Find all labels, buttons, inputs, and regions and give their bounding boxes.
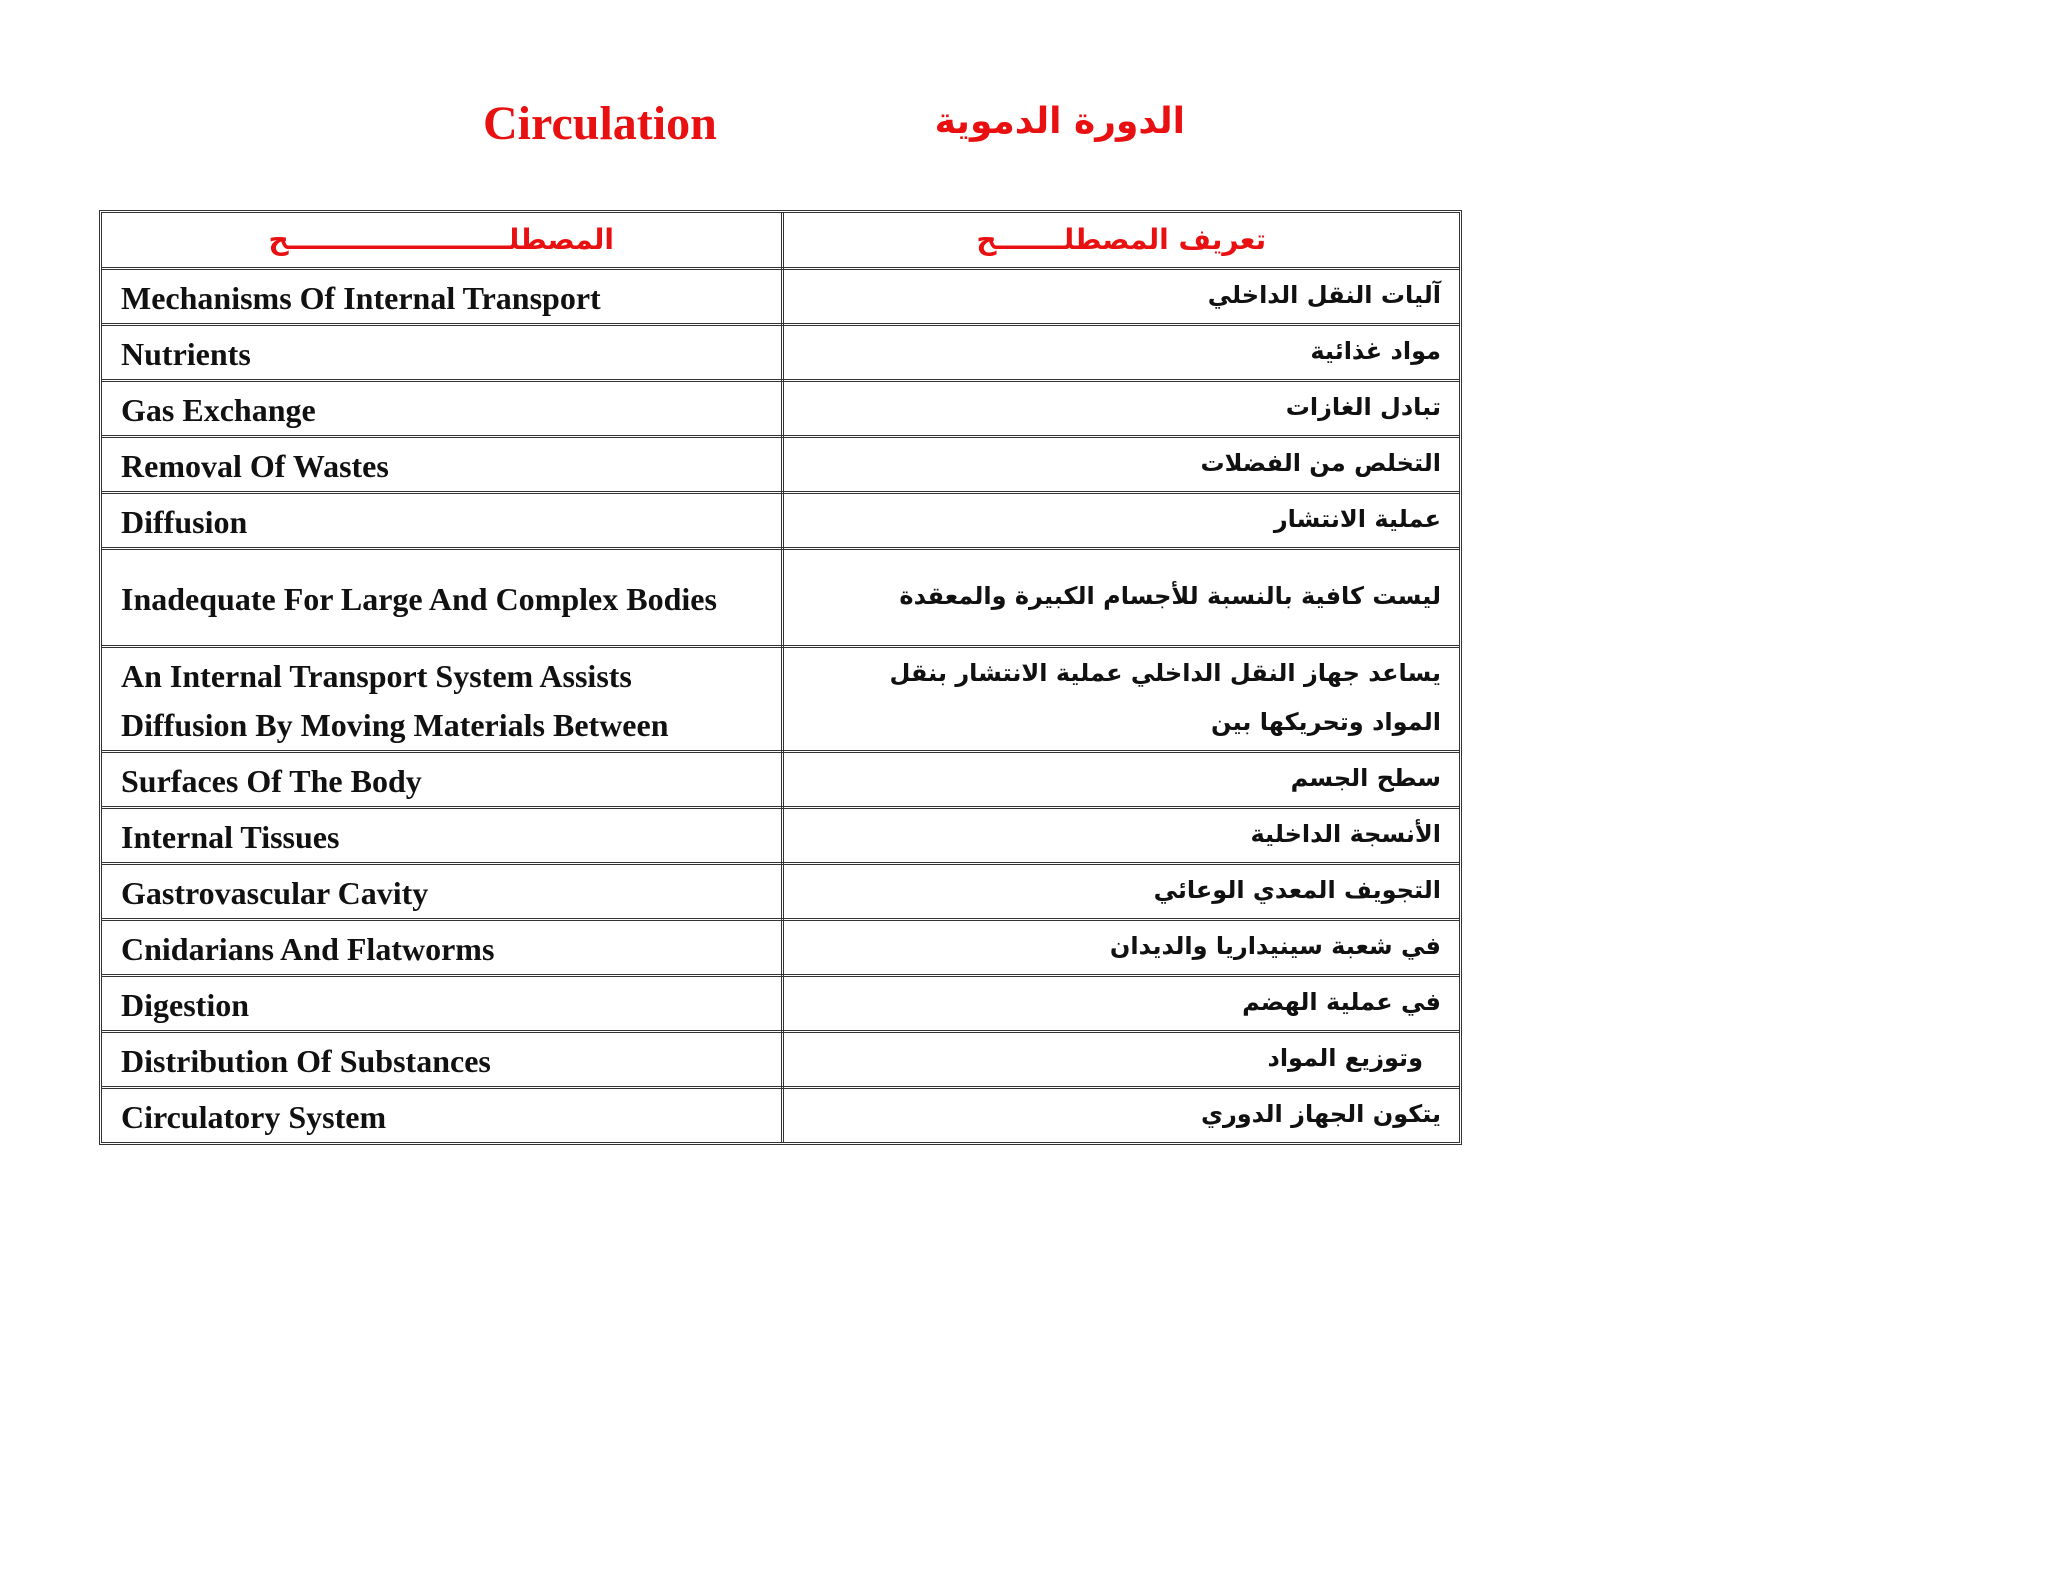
table-row: [102, 548, 1459, 646]
term-cell: [102, 863, 782, 919]
definition-text: الأنسجة الداخلية: [1250, 819, 1441, 848]
terms-table: [99, 210, 1462, 1145]
term-text: Mechanisms Of Internal Transport: [121, 279, 601, 316]
table-row: [102, 751, 1459, 807]
term-cell: [102, 436, 782, 492]
term-cell: [102, 751, 782, 807]
term-text: Removal Of Wastes: [121, 447, 389, 484]
term-cell: [102, 807, 782, 863]
terms-table-grid: [102, 213, 1459, 1142]
term-text: Circulatory System: [121, 1098, 387, 1135]
term-cell: [102, 268, 782, 324]
definition-cell: [782, 1031, 1459, 1087]
title-english: Circulation: [483, 97, 717, 150]
term-text: Gas Exchange: [121, 391, 316, 428]
table-row: [102, 268, 1459, 324]
table-row: [102, 975, 1459, 1031]
term-cell: [102, 324, 782, 380]
definition-text: ليست كافية بالنسبة للأجسام الكبيرة والمعقدة: [899, 581, 1441, 610]
definition-text: آليات النقل الداخلي: [1207, 280, 1441, 309]
term-text: Diffusion: [121, 503, 248, 540]
definition-text: التخلص من الفضلات: [1200, 448, 1441, 477]
definition-cell: [782, 1087, 1459, 1142]
term-cell: [102, 646, 782, 751]
term-text: Nutrients: [121, 335, 251, 372]
definition-cell: [782, 863, 1459, 919]
term-cell: [102, 1031, 782, 1087]
table-header-row: [102, 213, 1459, 268]
header-term: المصطلـــــــــــــــــــــــح: [102, 213, 782, 268]
table-row: [102, 436, 1459, 492]
term-text: Surfaces Of The Body: [121, 762, 422, 799]
table-row: [102, 646, 1459, 751]
definition-text: التجويف المعدي الوعائي: [1153, 875, 1441, 904]
table-row: [102, 807, 1459, 863]
term-text: Gastrovascular Cavity: [121, 874, 429, 911]
definition-text: في عملية الهضم: [1242, 987, 1441, 1016]
definition-text: في شعبة سينيداريا والديدان: [1109, 931, 1441, 960]
definition-cell: [782, 268, 1459, 324]
definition-text: وتوزيع المواد: [1267, 1043, 1423, 1072]
term-cell: [102, 492, 782, 548]
definition-text: يساعد جهاز النقل الداخلي عملية الانتشار بنقل المواد وتحريكها بين: [889, 658, 1441, 736]
title-arabic: الدورة الدموية: [934, 101, 1185, 142]
term-text: An Internal Transport System Assists Diffusion By Moving Materials Between: [121, 657, 669, 743]
term-cell: [102, 548, 782, 646]
definition-cell: [782, 436, 1459, 492]
definition-cell: [782, 975, 1459, 1031]
term-cell: [102, 919, 782, 975]
definition-cell: [782, 751, 1459, 807]
table-row: [102, 1087, 1459, 1142]
definition-text: يتكون الجهاز الدوري: [1200, 1099, 1441, 1128]
definition-cell: [782, 324, 1459, 380]
term-text: Cnidarians And Flatworms: [121, 930, 495, 967]
term-text: Distribution Of Substances: [121, 1042, 491, 1079]
definition-cell: [782, 807, 1459, 863]
definition-cell: [782, 646, 1459, 751]
definition-text: مواد غذائية: [1310, 336, 1441, 365]
term-cell: [102, 1087, 782, 1142]
term-text: Digestion: [121, 986, 249, 1023]
table-row: [102, 324, 1459, 380]
table-row: [102, 492, 1459, 548]
table-row: [102, 863, 1459, 919]
definition-cell: [782, 492, 1459, 548]
table-row: [102, 919, 1459, 975]
definition-text: سطح الجسم: [1290, 763, 1441, 792]
table-row: [102, 1031, 1459, 1087]
table-row: [102, 380, 1459, 436]
definition-cell: [782, 548, 1459, 646]
term-cell: [102, 975, 782, 1031]
definition-cell: [782, 919, 1459, 975]
term-text: Internal Tissues: [121, 818, 340, 855]
term-cell: [102, 380, 782, 436]
header-definition: تعريف المصطلـــــــح: [782, 213, 1459, 268]
definition-text: عملية الانتشار: [1273, 504, 1441, 533]
definition-cell: [782, 380, 1459, 436]
term-text: Inadequate For Large And Complex Bodies: [121, 580, 717, 617]
definition-text: تبادل الغازات: [1285, 392, 1441, 421]
